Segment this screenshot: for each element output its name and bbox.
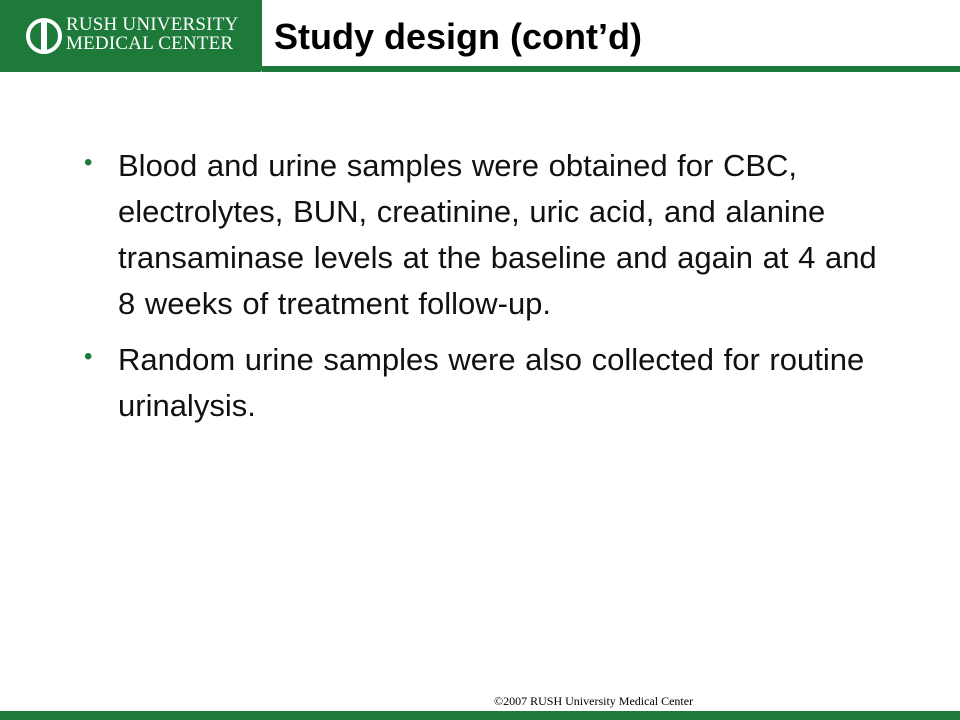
logo-line-1: RUSH UNIVERSITY	[66, 14, 239, 35]
bullet-marker: •	[84, 343, 93, 370]
logo-banner	[0, 0, 262, 72]
title-underline	[262, 66, 960, 72]
bullet-marker: •	[84, 149, 93, 176]
footer-bar	[0, 711, 960, 720]
logo-line-2: MEDICAL CENTER	[66, 33, 234, 54]
logo-wordmark	[66, 15, 238, 53]
bullet-item-1	[84, 143, 884, 327]
bullet-text: Blood and urine samples were obtained for CBC, electrolytes, BUN, creatinine, uric acid, and alanine transaminase levels at the baseline and again at 4 and 8 weeks of treatment follow-up.	[118, 148, 877, 321]
rush-logo-icon	[26, 18, 62, 54]
copyright-notice: ©2007 RUSH University Medical Center	[494, 694, 694, 708]
slide-title: Study design (cont’d)	[274, 16, 642, 57]
bullet-list	[84, 143, 884, 429]
bullet-text: Random urine samples were also collected for routine urinalysis.	[118, 342, 865, 423]
bullet-item-2	[84, 337, 884, 429]
